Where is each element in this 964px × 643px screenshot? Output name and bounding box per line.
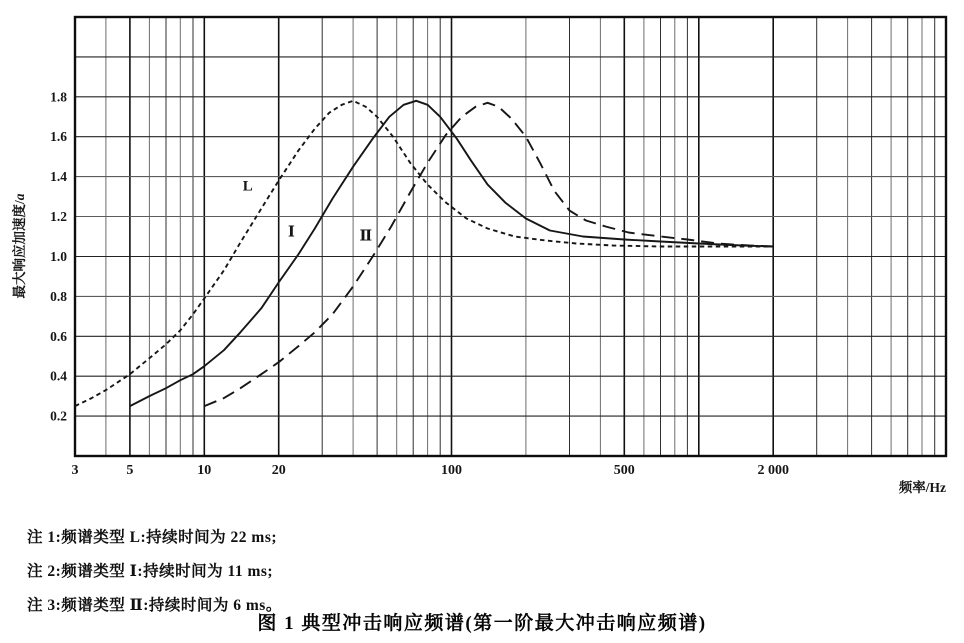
x-tick-label: 10 bbox=[197, 463, 212, 478]
y-axis-title: 最大响应加速度/a bbox=[12, 193, 27, 299]
note-3: 注 3:频谱类型 Ⅱ:持续时间为 6 ms。 bbox=[27, 597, 282, 614]
curve-label-L: L bbox=[242, 178, 253, 195]
curve-label-II: Ⅱ bbox=[359, 228, 373, 245]
figure-caption: 图 1 典型冲击响应频谱(第一阶最大冲击响应频谱) bbox=[257, 613, 707, 634]
x-tick-label: 100 bbox=[441, 463, 462, 478]
y-tick-label: 0.2 bbox=[50, 408, 67, 424]
y-tick-label: 1.6 bbox=[50, 129, 67, 145]
y-tick-label: 0.6 bbox=[50, 328, 67, 344]
note-2: 注 2:频谱类型 Ⅰ:持续时间为 11 ms; bbox=[27, 563, 274, 580]
curve-label-I: Ⅰ bbox=[287, 224, 295, 241]
y-tick-label: 1.4 bbox=[50, 169, 67, 185]
x-tick-label: 3 bbox=[71, 463, 79, 478]
y-tick-label: 1.2 bbox=[50, 209, 67, 225]
x-tick-label: 2 000 bbox=[757, 463, 789, 478]
plot-frame bbox=[75, 17, 946, 456]
y-tick-label: 0.4 bbox=[50, 368, 67, 384]
x-axis-title: 频率/Hz bbox=[898, 480, 946, 495]
x-tick-label: 5 bbox=[126, 463, 134, 478]
x-tick-label: 500 bbox=[613, 463, 635, 478]
y-tick-label: 1.8 bbox=[50, 89, 67, 105]
y-tick-label: 1.0 bbox=[50, 248, 67, 264]
note-1: 注 1:频谱类型 L:持续时间为 22 ms; bbox=[27, 529, 278, 546]
curve-L bbox=[75, 101, 773, 406]
x-tick-label: 20 bbox=[271, 463, 286, 478]
y-tick-label: 0.8 bbox=[50, 288, 67, 304]
